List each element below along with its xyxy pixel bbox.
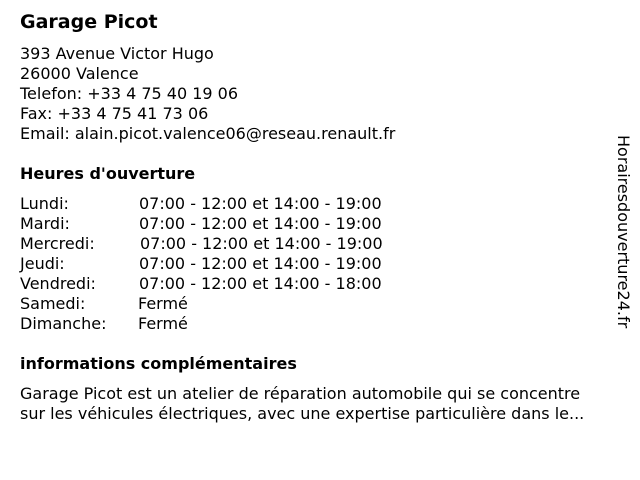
hours-row-friday xyxy=(20,274,440,294)
info-line: sur les véhicules électriques, avec une expertise particulière dans le... xyxy=(20,404,585,423)
hours-row-wednesday xyxy=(20,234,440,254)
contact-block xyxy=(20,44,395,144)
address-line-street: 393 Avenue Victor Hugo xyxy=(20,44,214,63)
fax-number: Fax: +33 4 75 41 73 06 xyxy=(20,104,209,123)
time-value: Fermé xyxy=(138,294,188,313)
email-address: Email: alain.picot.valence06@reseau.renault.fr xyxy=(20,124,396,143)
phone-number: Telefon: +33 4 75 40 19 06 xyxy=(20,84,239,103)
address-line-city: 26000 Valence xyxy=(20,64,139,83)
day-label: Mardi: xyxy=(20,214,70,233)
day-label: Jeudi: xyxy=(20,254,65,273)
time-value: 07:00 - 12:00 et 14:00 - 18:00 xyxy=(139,274,382,293)
day-label: Vendredi: xyxy=(20,274,96,293)
info-heading: informations complémentaires xyxy=(20,354,297,373)
info-line: Garage Picot est un atelier de réparation automobile qui se concentre xyxy=(20,384,581,403)
time-value: 07:00 - 12:00 et 14:00 - 19:00 xyxy=(140,234,383,253)
hours-row-monday xyxy=(20,194,440,214)
day-label: Lundi: xyxy=(20,194,69,213)
info-description xyxy=(20,384,632,424)
time-value: Fermé xyxy=(138,314,188,333)
day-label: Dimanche: xyxy=(20,314,107,333)
time-value: 07:00 - 12:00 et 14:00 - 19:00 xyxy=(139,194,382,213)
business-name: Garage Picot xyxy=(20,11,158,33)
hours-row-thursday xyxy=(20,254,440,274)
site-watermark xyxy=(611,135,635,345)
watermark-text: Horairesdouverture24.fr xyxy=(614,135,633,329)
day-label: Samedi: xyxy=(20,294,86,313)
hours-row-sunday xyxy=(20,314,440,334)
hours-heading: Heures d'ouverture xyxy=(20,164,196,183)
hours-row-saturday xyxy=(20,294,440,314)
hours-row-tuesday xyxy=(20,214,440,234)
day-label: Mercredi: xyxy=(20,234,95,253)
time-value: 07:00 - 12:00 et 14:00 - 19:00 xyxy=(139,214,382,233)
opening-hours-table xyxy=(20,194,440,334)
time-value: 07:00 - 12:00 et 14:00 - 19:00 xyxy=(139,254,382,273)
